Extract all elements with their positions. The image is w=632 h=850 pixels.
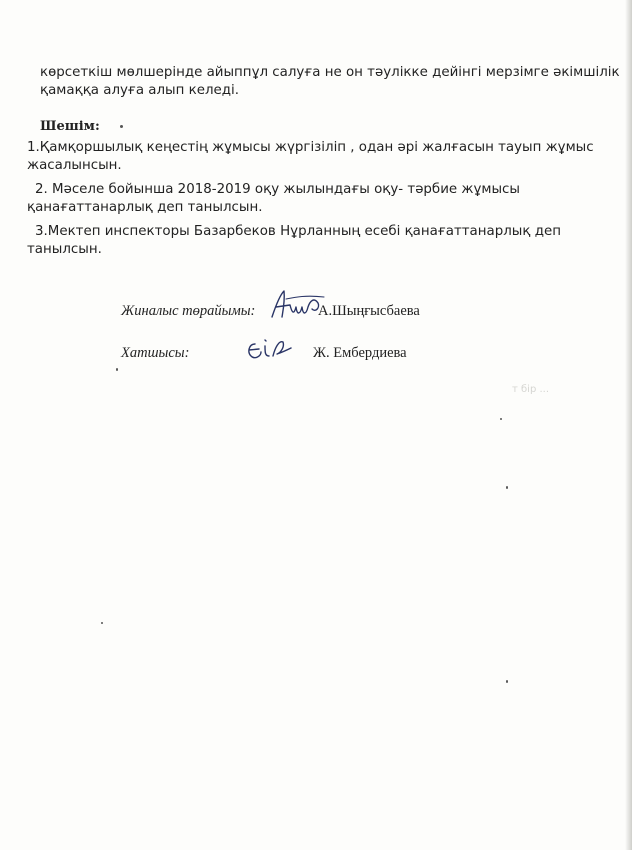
chair-name: А.Шыңғысбаева — [318, 303, 420, 319]
scan-speck — [500, 418, 502, 420]
page-edge-shadow — [625, 0, 632, 850]
scan-speck — [120, 125, 123, 128]
decision-item-2-line-1: 2. Мәселе бойынша 2018-2019 оқу жылындағы оқу- тәрбие жұмысы — [35, 182, 520, 197]
decision-heading: Шешім: — [40, 119, 100, 134]
scan-speck — [116, 368, 118, 371]
decision-item-1-line-1: 1.Қамқоршылық кеңестің жұмысы жүргізіліп , одан әрі жалғасын тауып жұмыс — [27, 140, 594, 155]
scan-speck — [506, 486, 508, 489]
secretary-name: Ж. Ембердиева — [313, 345, 407, 361]
decision-item-2-line-2: қанағаттанарлық деп танылсын. — [27, 200, 263, 215]
decision-item-3-line-2: танылсын. — [27, 242, 102, 257]
body-line-1: көрсеткіш мөлшерінде айыппұл салуға не он тәулікке дейінгі мерзімге әкімшілік — [40, 65, 620, 80]
decision-item-3-line-1: 3.Мектеп инспекторы Базарбеков Нұрланның есебі қанағаттанарлық деп — [35, 224, 561, 239]
decision-item-1-line-2: жасалынсын. — [27, 158, 122, 173]
secretary-label: Хатшысы: — [121, 345, 190, 361]
bleed-through-text: т бір ... — [512, 384, 550, 395]
chair-label: Жиналыс төрайымы: — [121, 303, 256, 319]
scan-speck — [506, 680, 508, 683]
body-line-2: қамаққа алуға алып келеді. — [40, 83, 240, 98]
secretary-signature — [243, 334, 299, 364]
scan-speck — [101, 622, 103, 624]
